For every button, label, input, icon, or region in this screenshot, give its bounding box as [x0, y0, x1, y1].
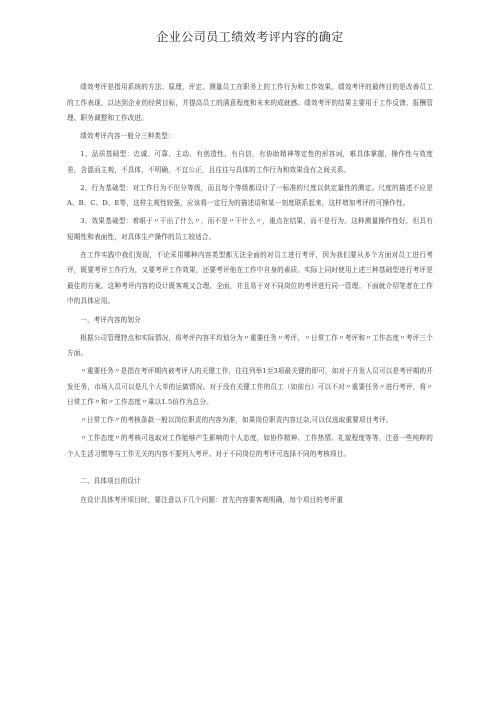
paragraph-type-3: 3、效果基础型：着眼于〃干出了什么〃，而不是〃干什么〃，重点在结果，而不是行为。这种测量操作性好，但具有短期性和表面性，对具体生产操作的员工较适合。: [67, 217, 433, 241]
paragraph-work-attitude: 〃工作态度〃的考核可选取对工作能够产生影响的个人态度，如协作精神、工作热情、礼貌程度等等，注意一些纯粹的个人生活习惯等与工作无关的内容不要列入考评。对于不同岗位的考评可选择不同的考核项目。: [67, 434, 433, 458]
paragraph-intro: 绩效考评是指用系统的方法、原理，评定、测量员工在职务上的工作行为和工作效果。绩效考评的最终目的是改善员工的工作表现，以达到企业的经营目标，并提高员工的满意程度和未来的成就感。绩效考评的结果主要用于工作反馈、报酬管理、职务调整和工作改进。: [67, 83, 433, 122]
paragraph-important-tasks: 〃重要任务〃是指在考评期内被考评人的关键工作，往往列举1至3项最关键的即可，如对于开发人员可以是考评期的开发任务，市场人员可以是几个大单的运做情况。对于没有关键工作的员工（如前台）可以不对〃重要任务〃进行考评，将〃日常工作〃和〃工作态度〃乘以1.5倍作为总分。: [67, 367, 433, 407]
paragraph-types-heading: 绩效考评内容一般分三种类型：: [80, 132, 175, 141]
section-heading-1: 一、考评内容的划分: [80, 315, 141, 324]
paragraph-type-1: 1、品质基础型：忠诚、可靠、主动、有创造性、有自信，有协助精神等定性的形容词，难具体掌握，操作性与效度差，含混而主观，不具体，不明确，不宜公正，且往往与具体的工作行为和效果没有之间关系。: [67, 150, 433, 174]
paragraph-item-design: 在设计具体考评项目时，要注意以下几个问题：首先内容要客观明确，每个项目的考评重: [80, 495, 344, 504]
paragraph-practice: 在工作实践中我们发现，不论采用哪种内容类型都无法全面的对员工进行考评，因为我们要从多个方面对员工进行考评，既要考评工作行为，又要考评工作效果，还要考评他在工作中自身的素质。实际上同时使用上述三种基础型进行考评是最佳的方案。这种考评内容的设计既客观又合理、全面，并且易于对不同岗位的考评进行同一管理。下面就介绍笔者在工作中的具体应用。: [67, 250, 433, 306]
paragraph-daily-work: 〃日常工作〃的考核条款一般以岗位职责的内容为准，如果岗位职责内容过杂,可以仅选取重要项目考评。: [80, 416, 393, 425]
document-title: 企业公司员工绩效考评内容的确定: [156, 30, 344, 44]
section-heading-2: 二、具体项目的设计: [80, 477, 141, 486]
paragraph-type-2: 2、行为基础型：对工作行为不但分等级，而且每个等级都设计了一标准的尺度以供定量性的测定。尺度的描述不应是A、B、C、D、E等，这样主观性较强，应该将一定行为的描述语和某一刻度联系起来，这样增加考评的可操作性。: [67, 183, 433, 208]
document-body: [67, 80, 433, 511]
paragraph-division: 根据公司管理特点和实际情况，将考评内容平均划分为〃重要任务〃考评、〃日常工作〃考评和〃工作态度〃考评三个方面。: [67, 333, 433, 358]
